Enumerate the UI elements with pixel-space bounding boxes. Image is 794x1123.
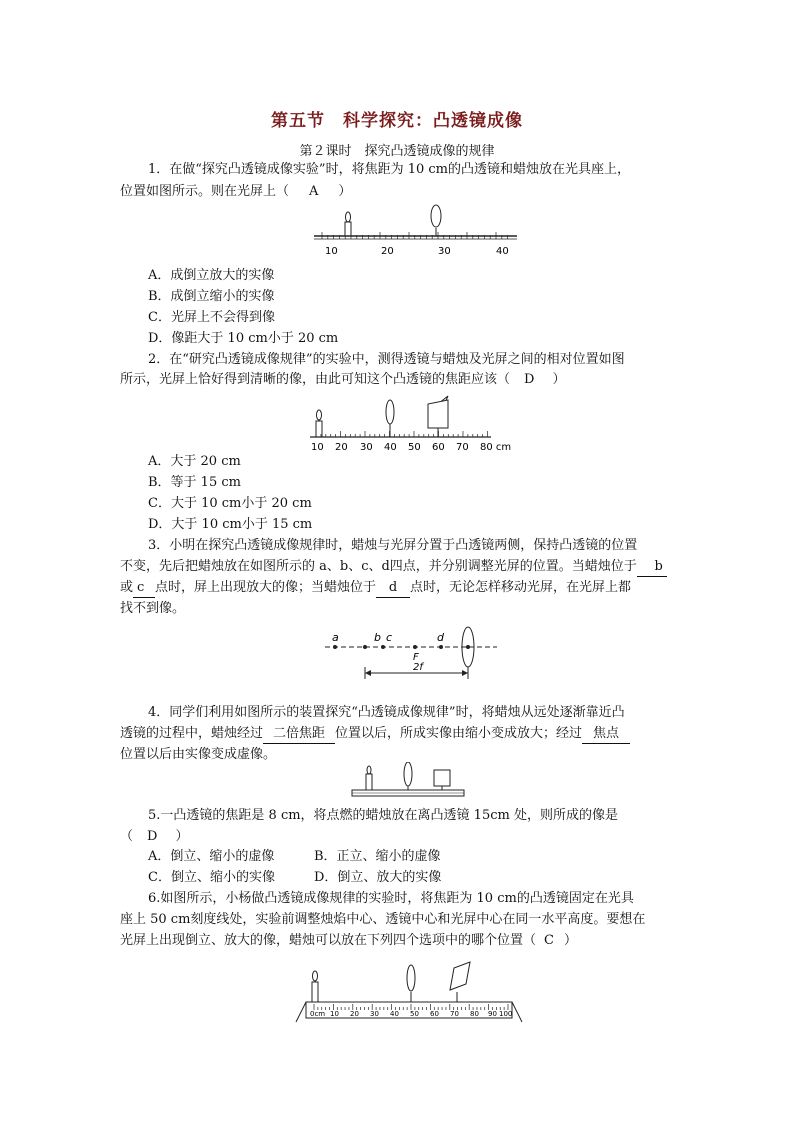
q5-option-a: A．倒立、缩小的虚像 — [148, 849, 275, 864]
q2-option-b: B．等于 15 cm — [148, 475, 241, 490]
q6-tick-label: 10 — [330, 1010, 339, 1018]
q2-option-d: D．大于 10 cm小于 15 cm — [148, 517, 313, 532]
q4-answer-1: 二倍焦距 — [263, 724, 335, 744]
q1-option-c: C．光屏上不会得到像 — [148, 310, 275, 325]
q5-answer: D — [147, 829, 158, 844]
q3-lens-point-figure — [325, 625, 505, 690]
q2-tick-label: 30 — [360, 442, 373, 453]
q3-label-c: c — [386, 631, 393, 644]
q6-optical-bench-figure — [294, 958, 530, 1028]
q1-optical-bench-figure — [312, 202, 522, 262]
q3-line3: 或 c 点时，屏上出现放大的像；当蜡烛位于 d 点时，无论怎样移动光屏，在光屏上都 — [120, 578, 680, 598]
q3-line1: 3．小明在探究凸透镜成像规律时，蜡烛与光屏分置于凸透镜两侧，保持凸透镜的位置 — [148, 538, 638, 553]
q1-option-b: B．成倒立缩小的实像 — [148, 289, 275, 304]
q3-label-f: F — [413, 652, 419, 663]
q6-tick-label: 80 — [470, 1010, 479, 1018]
q2-option-a: A．大于 20 cm — [148, 454, 241, 469]
q3-label-2f: 2f — [413, 662, 423, 673]
q5-option-d: D．倒立、放大的实像 — [314, 870, 442, 885]
q1-stem-line2: 位置如图所示。则在光屏上（ A ） — [120, 184, 352, 199]
q2-tick-label: 80 cm — [480, 442, 512, 453]
q6-tick-label: 30 — [370, 1010, 379, 1018]
q3-label-a: a — [332, 631, 339, 644]
q5-option-c: C．倒立、缩小的实像 — [148, 870, 275, 885]
q2-stem-line1: 2．在“研究凸透镜成像规律”的实验中，测得透镜与蜡烛及光屏之间的相对位置如图 — [148, 352, 625, 367]
q2-tick-label: 40 — [384, 442, 397, 453]
q6-line3: 光屏上出现倒立、放大的像，蜡烛可以放在下列四个选项中的哪个位置（ C ） — [120, 933, 577, 948]
q6-tick-label: 60 — [430, 1010, 439, 1018]
q6-tick-label: 70 — [450, 1010, 459, 1018]
q4-line1: 4．同学们利用如图所示的装置探究“凸透镜成像规律”时，将蜡烛从远处逐渐靠近凸 — [148, 705, 625, 720]
q2-stem-line2: 所示，光屏上恰好得到清晰的像，由此可知这个凸透镜的焦距应该（ D ） — [120, 372, 566, 387]
q1-tick-label: 40 — [496, 246, 509, 257]
q4-answer-2: 焦点 — [582, 724, 630, 744]
q2-tick-label: 50 — [408, 442, 421, 453]
q2-tick-label: 20 — [335, 442, 348, 453]
q6-answer: C — [544, 933, 554, 948]
q1-answer: A — [309, 184, 319, 199]
q6-tick-label: 40 — [390, 1010, 399, 1018]
q6-line2: 座上 50 cm刻度线处，实验前调整烛焰中心、透镜中心和光屏中心在同一水平高度。要想在 — [120, 912, 646, 927]
q3-label-b: b — [374, 631, 381, 644]
q1-option-d: D．像距大于 10 cm小于 20 cm — [148, 331, 339, 346]
q6-tick-label: 20 — [350, 1010, 359, 1018]
q5-option-b: B．正立、缩小的虚像 — [314, 849, 441, 864]
q6-tick-label: 50 — [410, 1010, 419, 1018]
q3-answer-2: d — [376, 578, 410, 598]
q5-line2: （ D ） — [120, 829, 189, 844]
q6-tick-label: 90 — [488, 1010, 497, 1018]
page-title: 第五节 科学探究：凸透镜成像 — [271, 111, 523, 131]
q3-label-d: d — [437, 631, 444, 644]
q2-answer: D — [524, 372, 535, 387]
q5-options-row1 — [148, 847, 708, 866]
q5-line1: 5.一凸透镜的焦距是 8 cm，将点燃的蜡烛放在离凸透镜 15cm 处，则所成的像是 — [148, 808, 618, 823]
q6-tick-label: 100 — [499, 1010, 513, 1018]
q6-tick-label: 0cm — [310, 1010, 326, 1018]
q1-stem-line1: 1．在做“探究凸透镜成像实验”时，将焦距为 10 cm的凸透镜和蜡烛放在光具座上， — [148, 162, 630, 177]
q5-options-row2 — [148, 868, 708, 887]
q1-option-a: A．成倒立放大的实像 — [148, 268, 275, 283]
q2-tick-label: 10 — [311, 442, 324, 453]
q2-tick-label: 70 — [456, 442, 469, 453]
q2-optical-bench-figure — [308, 388, 518, 453]
q6-line1: 6.如图所示，小杨做凸透镜成像规律的实验时，将焦距为 10 cm的凸透镜固定在光具 — [148, 891, 634, 906]
q2-option-c: C．大于 10 cm小于 20 cm — [148, 496, 312, 511]
q2-tick-label: 60 — [432, 442, 445, 453]
q4-apparatus-figure — [350, 762, 470, 802]
q3-answer-1a: b — [637, 557, 667, 577]
q1-tick-label: 10 — [325, 246, 338, 257]
q3-line4: 找不到像。 — [120, 601, 186, 616]
q1-tick-label: 30 — [438, 246, 451, 257]
q1-tick-label: 20 — [381, 246, 394, 257]
q3-line2: 不变，先后把蜡烛放在如图所示的 a、b、c、d四点，并分别调整光屏的位置。当蜡烛位于 b — [120, 557, 680, 577]
lesson-subtitle: 第２课时 探究凸透镜成像的规律 — [299, 144, 495, 159]
q3-answer-1b: c — [133, 578, 155, 598]
q4-line3: 位置以后由实像变成虚像。 — [120, 747, 277, 762]
q4-line2: 透镜的过程中，蜡烛经过 二倍焦距 位置以后，所成实像由缩小变成放大；经过 焦点 — [120, 724, 680, 744]
